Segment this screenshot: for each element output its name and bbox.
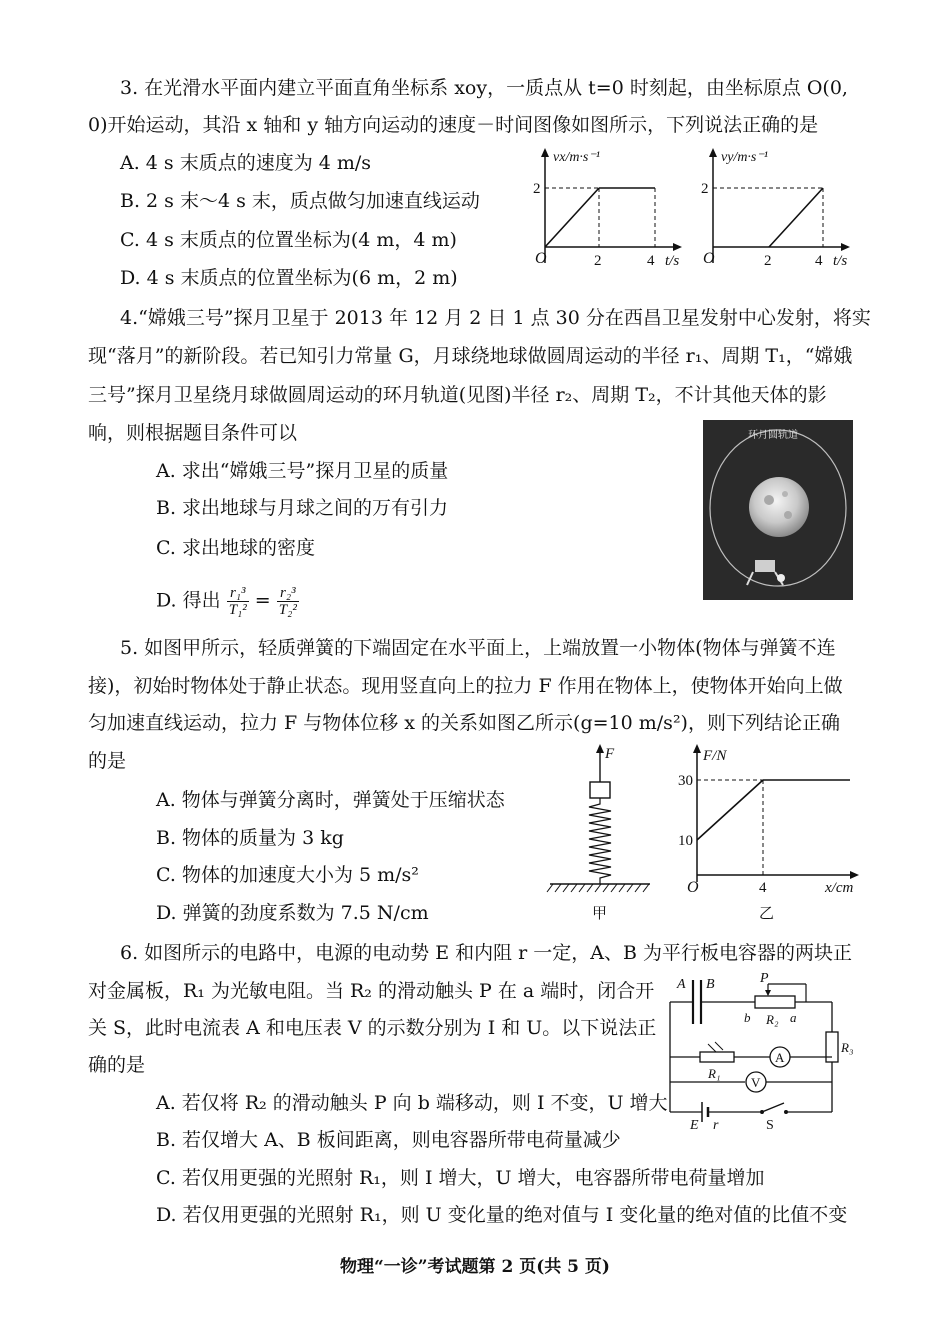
q6-stem-line4: 确的是 (88, 1054, 146, 1076)
fraction-r2-t2: $\frac{\text{r₂³}}{\text{T₂²}}$ (278, 585, 297, 618)
vx-tick-2: 2 (533, 181, 541, 197)
ammeter-label: A (775, 1050, 785, 1065)
label-a-end: a (790, 1010, 797, 1025)
q3-vx-graph (525, 145, 695, 270)
vy-t-label: t/s (833, 253, 848, 269)
q4-stem-line4: 响，则根据题目条件可以 (88, 422, 298, 444)
q3-option-b: B. 2 s 末～4 s 末，质点做匀加速直线运动 (120, 190, 480, 212)
q5-force-displacement-graph (675, 740, 865, 925)
label-a-plate: A (677, 977, 686, 992)
q4-stem-line2: 现“落月”的新阶段。若已知引力常量 G，月球绕地球做圆周运动的半径 r₁、周期 T₁，“嫦娥 (88, 345, 853, 367)
q5-stem-line4: 的是 (88, 750, 127, 772)
vx-axis-label: vx/m·s⁻¹ (553, 150, 600, 165)
label-p: P (760, 971, 769, 986)
label-r1: R₁ (708, 1066, 721, 1081)
spring (589, 798, 611, 884)
q6-stem-line1: 6. 如图所示的电路中，电源的电动势 E 和内阻 r 一定，A、B 为平行板电容器的两块正 (120, 942, 853, 964)
q6-stem-line3: 关 S，此时电流表 A 和电压表 V 的示数分别为 I 和 U。以下说法正 (88, 1017, 657, 1039)
vx-tick-t2: 2 (594, 253, 602, 269)
label-r3: R₃ (841, 1040, 854, 1055)
q6-stem-line2: 对金属板，R₁ 为光敏电阻。当 R₂ 的滑动触头 P 在 a 端时，闭合开 (88, 980, 655, 1002)
f-tick-10: 10 (678, 833, 693, 849)
fraction-r1-t1: $\frac{\text{r₁³}}{\text{T₁²}}$ (228, 585, 247, 618)
q5-stem-line1: 5. 如图甲所示，轻质弹簧的下端固定在水平面上，上端放置一小物体(物体与弹簧不连 (120, 637, 836, 659)
switch (762, 1103, 784, 1112)
page-footer: 物理“一诊”考试题第 2 页(共 5 页) (340, 1257, 610, 1277)
fig-b-caption: 乙 (759, 906, 775, 922)
q6-option-c: C. 若仅用更强的光照射 R₁，则 I 增大，U 增大，电容器所带电荷量增加 (156, 1167, 765, 1189)
label-r2: R₂ (766, 1012, 779, 1027)
block (590, 782, 610, 798)
f-axis-label: F/N (703, 748, 727, 764)
q5-option-b: B. 物体的质量为 3 kg (156, 827, 344, 849)
x-tick-4: 4 (759, 880, 767, 896)
q3-stem-line2: 0)开始运动，其沿 x 轴和 y 轴方向运动的速度－时间图像如图所示，下列说法正确的是 (88, 114, 819, 136)
photoresistor-r1 (700, 1052, 734, 1062)
lunar-orbit-photo (703, 420, 853, 600)
q5-option-c: C. 物体的加速度大小为 5 m/s² (156, 864, 419, 886)
q4-option-c: C. 求出地球的密度 (156, 537, 315, 559)
q3-vy-graph (693, 145, 863, 270)
fig-a-caption: 甲 (592, 906, 608, 922)
moon-icon (749, 477, 809, 537)
q3-option-c: C. 4 s 末质点的位置坐标为(4 m，4 m) (120, 229, 457, 251)
vy-axis-label: vy/m·s⁻¹ (721, 150, 768, 165)
q5-stem-line2: 接)，初始时物体处于静止状态。现用竖直向上的拉力 F 作用在物体上，使物体开始向上做 (88, 675, 843, 697)
f-origin: O (687, 879, 699, 896)
q4-stem-line3: 三号”探月卫星绕月球做圆周运动的环月轨道(见图)半径 r₂、周期 T₂，不计其他天体的影 (88, 384, 827, 406)
resistor-r2 (755, 996, 795, 1008)
label-b-end: b (744, 1010, 751, 1025)
vx-origin: O (535, 250, 547, 267)
q4-option-b: B. 求出地球与月球之间的万有引力 (156, 497, 449, 519)
vx-t-label: t/s (665, 253, 680, 269)
vy-tick-t2: 2 (764, 253, 772, 269)
q6-option-b: B. 若仅增大 A、B 板间距离，则电容器所带电荷量减少 (156, 1129, 621, 1151)
q5-option-d: D. 弹簧的劲度系数为 7.5 N/cm (156, 902, 429, 924)
vy-tick-t4: 4 (815, 253, 823, 269)
x-axis-label: x/cm (825, 880, 854, 896)
q6-circuit-diagram (660, 972, 860, 1132)
q3-option-d: D. 4 s 末质点的位置坐标为(6 m，2 m) (120, 267, 458, 289)
q5-option-a: A. 物体与弹簧分离时，弹簧处于压缩状态 (156, 789, 505, 811)
vy-tick-2: 2 (701, 181, 709, 197)
q5-spring-figure (545, 740, 655, 925)
q6-option-d: D. 若仅用更强的光照射 R₁，则 U 变化量的绝对值与 I 变化量的绝对值的比值不变 (156, 1204, 848, 1226)
q5-stem-line3: 匀加速直线运动，拉力 F 与物体位移 x 的关系如图乙所示(g=10 m/s²)，则下列结论正确 (88, 712, 840, 734)
orbit-caption: 环月圆轨道 (748, 430, 798, 441)
label-b-plate: B (706, 977, 715, 992)
voltmeter-label: V (751, 1075, 761, 1090)
f-tick-30: 30 (678, 773, 693, 789)
label-s: S (766, 1118, 774, 1133)
vy-origin: O (703, 250, 715, 267)
q4-option-d-prefix: D. 得出 (156, 589, 221, 612)
label-e: E (690, 1118, 699, 1133)
q4-stem-line1: 4.“嫦娥三号”探月卫星于 2013 年 12 月 2 日 1 点 30 分在西昌卫星发射中心发射，将实 (120, 307, 871, 329)
force-label: F (605, 746, 615, 762)
q4-option-a: A. 求出“嫦娥三号”探月卫星的质量 (156, 460, 449, 482)
q6-option-a: A. 若仅将 R₂ 的滑动触头 P 向 b 端移动，则 I 不变，U 增大 (156, 1092, 668, 1114)
label-r: r (713, 1118, 719, 1133)
q4-option-d: D. 得出 $\frac{\text{r₁³}}{\text{T₁²}}$ = $\frac{\text{r₂³}}{\text{T₂²}}$ (156, 585, 297, 618)
q3-stem-line1: 3. 在光滑水平面内建立平面直角坐标系 xoy，一质点从 t=0 时刻起，由坐标原点 O(0, (120, 77, 848, 99)
vx-tick-t4: 4 (647, 253, 655, 269)
q3-option-a: A. 4 s 末质点的速度为 4 m/s (120, 152, 372, 174)
